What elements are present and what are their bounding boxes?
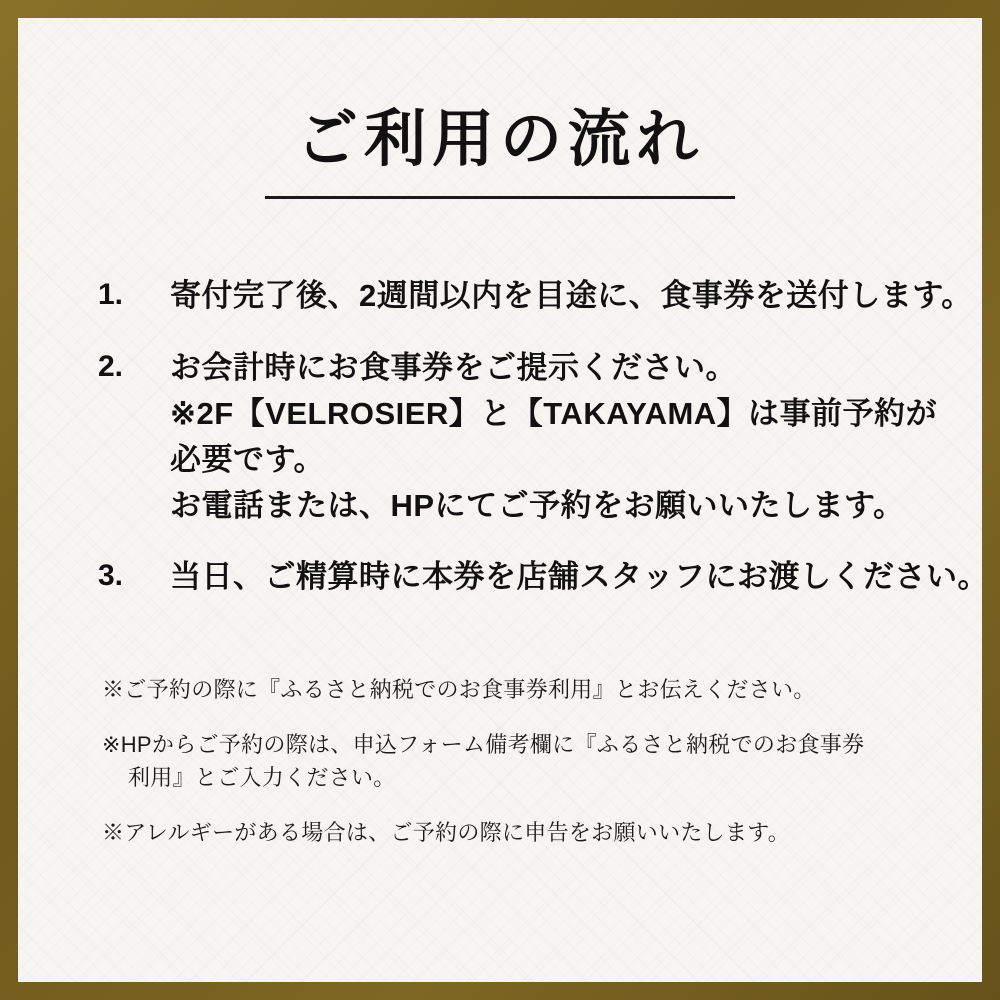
notes-list (102, 673, 922, 871)
list-item (98, 554, 989, 600)
step-text (170, 345, 937, 529)
note-item (102, 816, 922, 849)
step-number: 2. (98, 349, 124, 383)
step-text (170, 273, 973, 319)
list-item (98, 345, 938, 529)
note-line: ※ご予約の際に『ふるさと納税でのお食事券利用』とお伝えください。 (102, 677, 816, 702)
step-line: 寄付完了後、2週間以内を目途に、食事券を送付します。 (170, 278, 973, 313)
step-line: お電話または、HPにてご予約をお願いいたします。 (170, 487, 905, 523)
step-line: お会計時にお食事券をご提示ください。 (170, 349, 737, 385)
step-number: 3. (98, 559, 124, 593)
title-underline (265, 196, 735, 199)
step-line: 当日、ご精算時に本券を店舗スタッフにお渡しください。 (170, 559, 989, 595)
paper-card (18, 18, 989, 982)
note-line: ※HPからご予約の際は、申込フォーム備考欄に『ふるさと納税でのお食事券 (102, 732, 865, 757)
note-line: 利用』とご入力ください。 (128, 765, 396, 790)
note-line: ※アレルギーがある場合は、ご予約の際に申告をお願いいたします。 (102, 820, 791, 845)
list-item (98, 273, 973, 319)
title-block (18, 106, 982, 199)
page-title: ご利用の流れ (295, 105, 704, 174)
step-number: 1. (98, 278, 124, 311)
note-item (102, 728, 922, 794)
steps-list (98, 273, 989, 626)
step-line: ※2F【VELROSIER】と【TAKAYAMA】は事前予約が (170, 395, 938, 431)
note-item (102, 673, 922, 706)
step-text (170, 554, 989, 600)
step-line: 必要です。 (170, 441, 326, 477)
